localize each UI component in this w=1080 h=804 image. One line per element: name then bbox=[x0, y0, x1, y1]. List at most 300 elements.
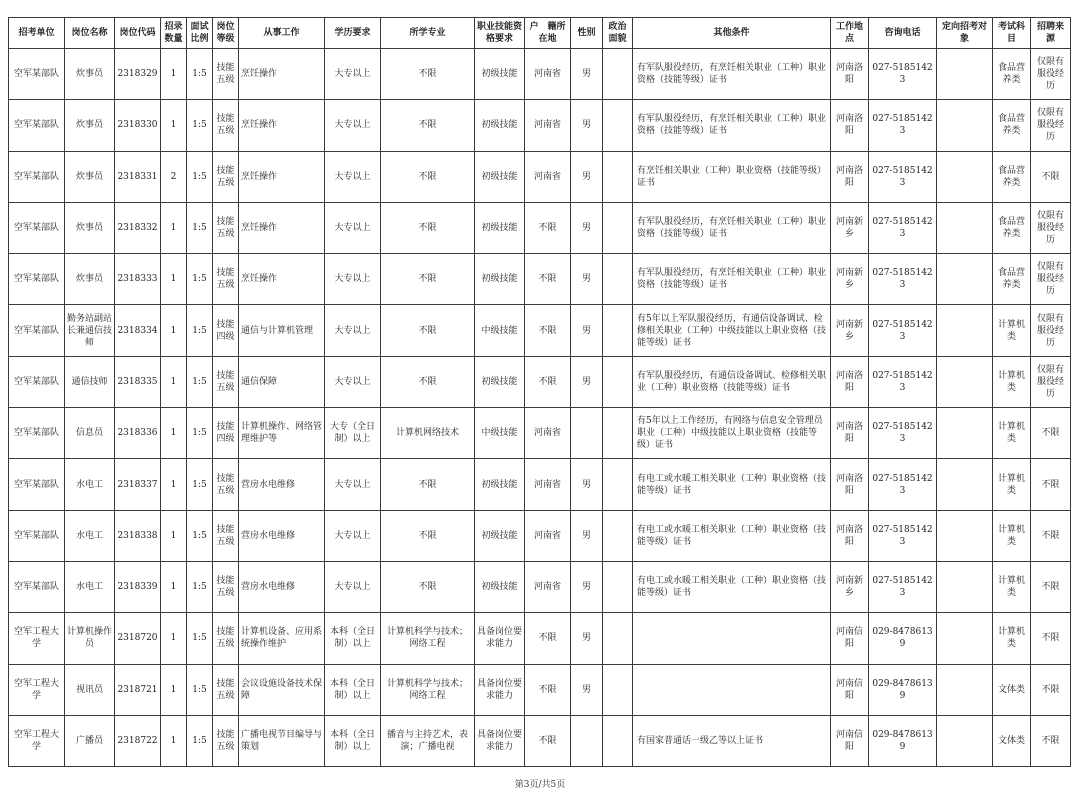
table-cell: 炊事员 bbox=[65, 100, 115, 151]
table-cell bbox=[603, 408, 633, 459]
table-cell: 029-84786139 bbox=[869, 715, 937, 766]
table-cell: 男 bbox=[571, 100, 603, 151]
table-cell: 不限 bbox=[1031, 151, 1071, 202]
table-cell: 男 bbox=[571, 459, 603, 510]
table-cell: 1:5 bbox=[187, 408, 213, 459]
column-header: 性别 bbox=[571, 18, 603, 49]
table-cell: 不限 bbox=[1031, 664, 1071, 715]
table-cell: 计算机类 bbox=[993, 510, 1031, 561]
column-header: 岗位代码 bbox=[115, 18, 161, 49]
table-cell: 有烹饪相关职业（工种）职业资格（技能等级）证书 bbox=[633, 151, 831, 202]
table-cell: 播音与主持艺术，表演；广播电视 bbox=[381, 715, 475, 766]
table-cell: 1 bbox=[161, 715, 187, 766]
table-cell: 空军某部队 bbox=[9, 459, 65, 510]
column-header: 政治面貌 bbox=[603, 18, 633, 49]
table-cell: 河南洛阳 bbox=[831, 356, 869, 407]
table-cell: 不限 bbox=[1031, 715, 1071, 766]
table-cell: 027-51851423 bbox=[869, 151, 937, 202]
table-cell: 河南洛阳 bbox=[831, 151, 869, 202]
table-cell: 河南省 bbox=[525, 459, 571, 510]
table-cell: 河南省 bbox=[525, 100, 571, 151]
table-row bbox=[9, 356, 1071, 407]
table-cell: 初级技能 bbox=[475, 254, 525, 305]
table-cell: 1:5 bbox=[187, 202, 213, 253]
table-cell bbox=[603, 510, 633, 561]
table-cell: 2318337 bbox=[115, 459, 161, 510]
table-cell: 仅限有服役经历 bbox=[1031, 356, 1071, 407]
table-cell: 不限 bbox=[1031, 408, 1071, 459]
table-cell: 1 bbox=[161, 561, 187, 612]
table-cell: 河南洛阳 bbox=[831, 49, 869, 100]
table-cell: 炊事员 bbox=[65, 202, 115, 253]
table-cell: 027-51851423 bbox=[869, 510, 937, 561]
table-cell: 大专以上 bbox=[325, 561, 381, 612]
table-cell: 大专以上 bbox=[325, 202, 381, 253]
table-cell: 初级技能 bbox=[475, 202, 525, 253]
table-cell bbox=[937, 49, 993, 100]
table-cell: 河南省 bbox=[525, 408, 571, 459]
table-cell bbox=[603, 459, 633, 510]
table-cell: 027-51851423 bbox=[869, 459, 937, 510]
table-cell: 1:5 bbox=[187, 49, 213, 100]
table-row bbox=[9, 100, 1071, 151]
table-cell: 文体类 bbox=[993, 664, 1031, 715]
column-header: 职业技能资格要求 bbox=[475, 18, 525, 49]
table-cell: 有5年以上军队服役经历，有通信设备调试、检修相关职业（工种）中级技能以上职业资格（技能等级）证书 bbox=[633, 305, 831, 356]
column-header: 其他条件 bbox=[633, 18, 831, 49]
table-cell: 空军某部队 bbox=[9, 202, 65, 253]
table-cell: 烹饪操作 bbox=[239, 254, 325, 305]
table-cell: 1:5 bbox=[187, 151, 213, 202]
table-cell: 文体类 bbox=[993, 715, 1031, 766]
table-cell: 计算机网络技术 bbox=[381, 408, 475, 459]
table-cell: 男 bbox=[571, 151, 603, 202]
table-cell bbox=[633, 613, 831, 664]
table-cell: 1 bbox=[161, 254, 187, 305]
table-cell: 营房水电维修 bbox=[239, 510, 325, 561]
table-cell: 具备岗位要求能力 bbox=[475, 613, 525, 664]
table-cell: 烹饪操作 bbox=[239, 49, 325, 100]
table-cell: 大专以上 bbox=[325, 254, 381, 305]
table-cell: 河南洛阳 bbox=[831, 408, 869, 459]
table-cell: 食品营养类 bbox=[993, 254, 1031, 305]
table-cell: 技能五级 bbox=[213, 561, 239, 612]
table-cell bbox=[571, 715, 603, 766]
table-header-row bbox=[9, 18, 1071, 49]
column-header: 考试科目 bbox=[993, 18, 1031, 49]
column-header: 招录数量 bbox=[161, 18, 187, 49]
table-row bbox=[9, 151, 1071, 202]
table-cell: 027-51851423 bbox=[869, 202, 937, 253]
table-cell: 河南洛阳 bbox=[831, 510, 869, 561]
table-cell: 空军某部队 bbox=[9, 49, 65, 100]
table-cell: 不限 bbox=[381, 305, 475, 356]
table-cell: 1 bbox=[161, 100, 187, 151]
table-cell: 027-51851423 bbox=[869, 100, 937, 151]
column-header: 工作地点 bbox=[831, 18, 869, 49]
table-cell bbox=[603, 613, 633, 664]
table-cell: 大专（全日制）以上 bbox=[325, 408, 381, 459]
table-cell: 大专以上 bbox=[325, 305, 381, 356]
table-cell: 技能四级 bbox=[213, 305, 239, 356]
table-cell: 空军工程大学 bbox=[9, 613, 65, 664]
table-cell: 河南洛阳 bbox=[831, 100, 869, 151]
table-cell bbox=[937, 408, 993, 459]
table-cell: 本科（全日制）以上 bbox=[325, 664, 381, 715]
table-cell: 2318721 bbox=[115, 664, 161, 715]
column-header: 从事工作 bbox=[239, 18, 325, 49]
table-cell: 计算机类 bbox=[993, 305, 1031, 356]
table-cell: 不限 bbox=[381, 459, 475, 510]
table-cell: 1:5 bbox=[187, 715, 213, 766]
table-cell: 河南省 bbox=[525, 151, 571, 202]
table-cell bbox=[937, 356, 993, 407]
column-header: 户 籍所在地 bbox=[525, 18, 571, 49]
table-cell: 027-51851423 bbox=[869, 49, 937, 100]
table-cell: 河南新乡 bbox=[831, 305, 869, 356]
table-cell: 技能五级 bbox=[213, 356, 239, 407]
table-cell: 027-51851423 bbox=[869, 254, 937, 305]
table-cell: 1:5 bbox=[187, 561, 213, 612]
table-cell bbox=[937, 254, 993, 305]
table-cell: 仅限有服役经历 bbox=[1031, 100, 1071, 151]
table-cell: 水电工 bbox=[65, 561, 115, 612]
table-cell: 男 bbox=[571, 561, 603, 612]
table-cell: 烹饪操作 bbox=[239, 100, 325, 151]
table-row bbox=[9, 202, 1071, 253]
table-cell: 河南新乡 bbox=[831, 202, 869, 253]
table-cell: 1 bbox=[161, 613, 187, 664]
table-cell bbox=[603, 202, 633, 253]
column-header: 咨询电话 bbox=[869, 18, 937, 49]
table-cell: 不限 bbox=[525, 715, 571, 766]
table-cell: 2318333 bbox=[115, 254, 161, 305]
table-cell: 炊事员 bbox=[65, 254, 115, 305]
table-cell: 空军某部队 bbox=[9, 510, 65, 561]
table-cell: 烹饪操作 bbox=[239, 151, 325, 202]
table-cell: 有军队服役经历，有烹饪相关职业（工种）职业资格（技能等级）证书 bbox=[633, 254, 831, 305]
table-cell bbox=[603, 561, 633, 612]
table-cell: 具备岗位要求能力 bbox=[475, 664, 525, 715]
table-cell: 仅限有服役经历 bbox=[1031, 49, 1071, 100]
table-cell: 仅限有服役经历 bbox=[1031, 202, 1071, 253]
table-cell: 计算机操作、网络管理维护等 bbox=[239, 408, 325, 459]
table-cell: 大专以上 bbox=[325, 459, 381, 510]
table-cell: 男 bbox=[571, 356, 603, 407]
table-cell: 2318332 bbox=[115, 202, 161, 253]
table-cell: 2318338 bbox=[115, 510, 161, 561]
table-cell: 食品营养类 bbox=[993, 49, 1031, 100]
table-cell: 1:5 bbox=[187, 510, 213, 561]
table-cell: 初级技能 bbox=[475, 100, 525, 151]
table-cell bbox=[603, 254, 633, 305]
table-cell bbox=[633, 664, 831, 715]
table-cell: 男 bbox=[571, 510, 603, 561]
table-cell: 027-51851423 bbox=[869, 408, 937, 459]
table-cell: 有电工或水暖工相关职业（工种）职业资格（技能等级）证书 bbox=[633, 510, 831, 561]
column-header: 招考单位 bbox=[9, 18, 65, 49]
table-cell: 不限 bbox=[525, 356, 571, 407]
table-cell: 1 bbox=[161, 510, 187, 561]
table-cell: 2318331 bbox=[115, 151, 161, 202]
table-cell: 不限 bbox=[525, 254, 571, 305]
table-cell: 技能五级 bbox=[213, 613, 239, 664]
table-cell: 大专以上 bbox=[325, 510, 381, 561]
table-cell: 不限 bbox=[381, 49, 475, 100]
table-cell: 计算机操作员 bbox=[65, 613, 115, 664]
column-header: 岗位等级 bbox=[213, 18, 239, 49]
table-cell: 计算机设备、应用系统操作维护 bbox=[239, 613, 325, 664]
page-number: 第3页/共5页 bbox=[514, 780, 566, 790]
table-cell: 计算机类 bbox=[993, 459, 1031, 510]
table-cell: 2318329 bbox=[115, 49, 161, 100]
table-cell: 不限 bbox=[381, 151, 475, 202]
table-cell: 初级技能 bbox=[475, 510, 525, 561]
table-cell: 广播员 bbox=[65, 715, 115, 766]
table-cell: 027-51851423 bbox=[869, 561, 937, 612]
table-cell: 炊事员 bbox=[65, 151, 115, 202]
table-cell: 技能五级 bbox=[213, 202, 239, 253]
table-cell: 通信与计算机管理 bbox=[239, 305, 325, 356]
table-cell: 2318722 bbox=[115, 715, 161, 766]
table-cell: 027-51851423 bbox=[869, 305, 937, 356]
table-cell: 河南省 bbox=[525, 561, 571, 612]
table-cell bbox=[937, 305, 993, 356]
table-cell: 技能五级 bbox=[213, 664, 239, 715]
table-cell: 不限 bbox=[1031, 561, 1071, 612]
table-cell: 技能五级 bbox=[213, 715, 239, 766]
table-cell: 大专以上 bbox=[325, 100, 381, 151]
table-cell: 空军某部队 bbox=[9, 561, 65, 612]
table-cell: 男 bbox=[571, 49, 603, 100]
table-cell: 河南信阳 bbox=[831, 715, 869, 766]
table-cell: 技能五级 bbox=[213, 510, 239, 561]
table-cell: 空军工程大学 bbox=[9, 664, 65, 715]
table-cell: 广播电视节目编导与策划 bbox=[239, 715, 325, 766]
table-cell: 食品营养类 bbox=[993, 202, 1031, 253]
table-cell: 信息员 bbox=[65, 408, 115, 459]
table-cell: 河南新乡 bbox=[831, 254, 869, 305]
table-cell: 029-84786139 bbox=[869, 613, 937, 664]
table-cell: 计算机类 bbox=[993, 356, 1031, 407]
table-cell: 空军某部队 bbox=[9, 356, 65, 407]
table-row bbox=[9, 254, 1071, 305]
table-cell bbox=[937, 664, 993, 715]
recruitment-table-sheet bbox=[8, 17, 1070, 767]
column-header: 招聘来源 bbox=[1031, 18, 1071, 49]
table-cell: 视讯员 bbox=[65, 664, 115, 715]
table-cell: 有军队服役经历，有烹饪相关职业（工种）职业资格（技能等级）证书 bbox=[633, 49, 831, 100]
table-cell: 不限 bbox=[381, 254, 475, 305]
table-row bbox=[9, 510, 1071, 561]
table-cell: 勤务站副站长兼通信技师 bbox=[65, 305, 115, 356]
table-cell: 1:5 bbox=[187, 664, 213, 715]
table-cell: 会议设施设备技术保障 bbox=[239, 664, 325, 715]
table-cell bbox=[937, 561, 993, 612]
table-cell bbox=[937, 151, 993, 202]
column-header: 定向招考对象 bbox=[937, 18, 993, 49]
table-cell: 男 bbox=[571, 305, 603, 356]
table-cell: 中级技能 bbox=[475, 408, 525, 459]
table-cell: 技能五级 bbox=[213, 49, 239, 100]
table-cell: 不限 bbox=[381, 561, 475, 612]
table-cell: 有电工或水暖工相关职业（工种）职业资格（技能等级）证书 bbox=[633, 561, 831, 612]
table-cell: 有军队服役经历，有烹饪相关职业（工种）职业资格（技能等级）证书 bbox=[633, 100, 831, 151]
table-cell: 1:5 bbox=[187, 356, 213, 407]
table-cell: 本科（全日制）以上 bbox=[325, 613, 381, 664]
table-cell: 1 bbox=[161, 49, 187, 100]
table-cell bbox=[937, 202, 993, 253]
table-cell: 河南洛阳 bbox=[831, 459, 869, 510]
table-cell: 不限 bbox=[525, 202, 571, 253]
table-cell: 技能五级 bbox=[213, 100, 239, 151]
table-cell: 河南信阳 bbox=[831, 613, 869, 664]
table-cell: 河南新乡 bbox=[831, 561, 869, 612]
table-cell: 仅限有服役经历 bbox=[1031, 305, 1071, 356]
table-cell bbox=[603, 100, 633, 151]
table-cell: 食品营养类 bbox=[993, 151, 1031, 202]
table-cell: 计算机类 bbox=[993, 408, 1031, 459]
table-cell: 具备岗位要求能力 bbox=[475, 715, 525, 766]
table-cell: 1 bbox=[161, 202, 187, 253]
table-row bbox=[9, 459, 1071, 510]
table-cell: 1:5 bbox=[187, 613, 213, 664]
table-cell: 2318720 bbox=[115, 613, 161, 664]
table-cell: 空军某部队 bbox=[9, 408, 65, 459]
table-cell: 炊事员 bbox=[65, 49, 115, 100]
table-cell: 1:5 bbox=[187, 459, 213, 510]
table-cell: 空军工程大学 bbox=[9, 715, 65, 766]
table-cell: 不限 bbox=[1031, 613, 1071, 664]
table-cell: 不限 bbox=[525, 613, 571, 664]
table-cell: 有国家普通话一级乙等以上证书 bbox=[633, 715, 831, 766]
table-cell: 2318330 bbox=[115, 100, 161, 151]
table-cell: 技能五级 bbox=[213, 254, 239, 305]
table-cell: 食品营养类 bbox=[993, 100, 1031, 151]
table-cell: 不限 bbox=[381, 510, 475, 561]
table-cell: 1:5 bbox=[187, 305, 213, 356]
table-cell: 技能五级 bbox=[213, 151, 239, 202]
table-cell: 空军某部队 bbox=[9, 305, 65, 356]
table-cell: 029-84786139 bbox=[869, 664, 937, 715]
table-cell: 通信技师 bbox=[65, 356, 115, 407]
table-cell: 不限 bbox=[1031, 510, 1071, 561]
table-cell bbox=[937, 510, 993, 561]
table-cell: 027-51851423 bbox=[869, 356, 937, 407]
table-cell bbox=[603, 715, 633, 766]
table-cell bbox=[603, 664, 633, 715]
column-header: 岗位名称 bbox=[65, 18, 115, 49]
table-cell bbox=[937, 459, 993, 510]
table-cell bbox=[603, 356, 633, 407]
table-row bbox=[9, 49, 1071, 100]
table-cell: 水电工 bbox=[65, 510, 115, 561]
table-cell: 中级技能 bbox=[475, 305, 525, 356]
table-cell: 初级技能 bbox=[475, 561, 525, 612]
table-cell: 大专以上 bbox=[325, 356, 381, 407]
table-cell: 水电工 bbox=[65, 459, 115, 510]
table-cell: 1 bbox=[161, 356, 187, 407]
table-cell bbox=[603, 49, 633, 100]
table-cell: 2318334 bbox=[115, 305, 161, 356]
table-cell: 不限 bbox=[525, 664, 571, 715]
table-cell: 计算机类 bbox=[993, 561, 1031, 612]
table-cell: 男 bbox=[571, 202, 603, 253]
table-cell: 1:5 bbox=[187, 254, 213, 305]
table-cell: 2318335 bbox=[115, 356, 161, 407]
table-row bbox=[9, 305, 1071, 356]
table-cell: 2318339 bbox=[115, 561, 161, 612]
table-cell: 不限 bbox=[525, 305, 571, 356]
table-cell: 营房水电维修 bbox=[239, 459, 325, 510]
table-row bbox=[9, 715, 1071, 766]
table-cell bbox=[937, 613, 993, 664]
table-cell: 初级技能 bbox=[475, 49, 525, 100]
table-cell: 初级技能 bbox=[475, 459, 525, 510]
table-body bbox=[9, 49, 1071, 767]
table-cell: 1 bbox=[161, 459, 187, 510]
table-cell: 1 bbox=[161, 664, 187, 715]
table-cell: 有军队服役经历，有通信设备调试、检修相关职业（工种）职业资格（技能等级）证书 bbox=[633, 356, 831, 407]
table-cell: 烹饪操作 bbox=[239, 202, 325, 253]
table-cell: 技能四级 bbox=[213, 408, 239, 459]
table-cell: 不限 bbox=[381, 100, 475, 151]
table-cell: 初级技能 bbox=[475, 356, 525, 407]
table-cell: 大专以上 bbox=[325, 151, 381, 202]
table-cell: 空军某部队 bbox=[9, 254, 65, 305]
table-cell: 有电工或水暖工相关职业（工种）职业资格（技能等级）证书 bbox=[633, 459, 831, 510]
table-cell: 河南信阳 bbox=[831, 664, 869, 715]
table-cell bbox=[571, 408, 603, 459]
table-cell: 计算机类 bbox=[993, 613, 1031, 664]
table-cell bbox=[603, 305, 633, 356]
table-row bbox=[9, 664, 1071, 715]
table-row bbox=[9, 561, 1071, 612]
table-cell: 技能五级 bbox=[213, 459, 239, 510]
table-cell: 不限 bbox=[381, 356, 475, 407]
table-cell: 有5年以上工作经历，有网络与信息安全管理员职业（工种）中级技能以上职业资格（技能等级）证书 bbox=[633, 408, 831, 459]
table-row bbox=[9, 408, 1071, 459]
table-cell: 2 bbox=[161, 151, 187, 202]
table-row bbox=[9, 613, 1071, 664]
column-header: 所学专业 bbox=[381, 18, 475, 49]
table-cell: 男 bbox=[571, 664, 603, 715]
table-cell: 男 bbox=[571, 254, 603, 305]
table-cell bbox=[937, 715, 993, 766]
table-cell: 不限 bbox=[1031, 459, 1071, 510]
column-header: 面试比例 bbox=[187, 18, 213, 49]
table-cell: 2318336 bbox=[115, 408, 161, 459]
table-cell: 本科（全日制）以上 bbox=[325, 715, 381, 766]
table-cell: 空军某部队 bbox=[9, 151, 65, 202]
recruitment-table bbox=[8, 17, 1071, 767]
table-cell: 不限 bbox=[381, 202, 475, 253]
table-cell bbox=[937, 100, 993, 151]
table-cell: 河南省 bbox=[525, 49, 571, 100]
table-cell: 1:5 bbox=[187, 100, 213, 151]
table-cell: 计算机科学与技术；网络工程 bbox=[381, 664, 475, 715]
table-cell: 营房水电维修 bbox=[239, 561, 325, 612]
table-cell bbox=[603, 151, 633, 202]
table-cell: 1 bbox=[161, 305, 187, 356]
table-cell: 初级技能 bbox=[475, 151, 525, 202]
table-cell: 1 bbox=[161, 408, 187, 459]
table-cell: 空军某部队 bbox=[9, 100, 65, 151]
table-cell: 大专以上 bbox=[325, 49, 381, 100]
table-cell: 仅限有服役经历 bbox=[1031, 254, 1071, 305]
table-cell: 通信保障 bbox=[239, 356, 325, 407]
table-cell: 男 bbox=[571, 613, 603, 664]
